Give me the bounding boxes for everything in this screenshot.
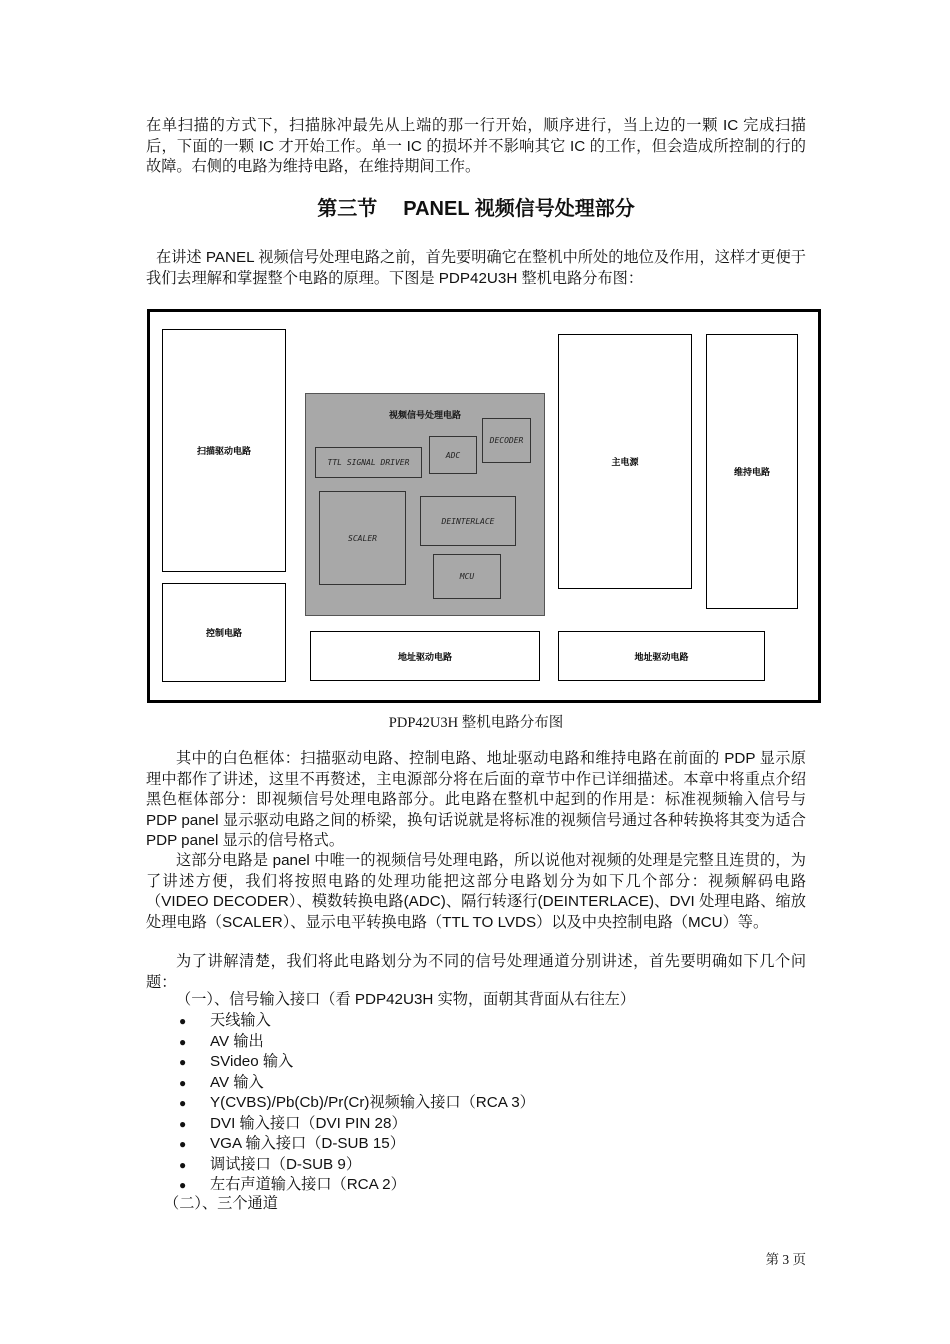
bullet-icon: ●: [179, 1055, 187, 1069]
list-item: ● AV 输出: [146, 1032, 806, 1053]
paragraph-before-figure: 在讲述 PANEL 视频信号处理电路之前，首先要明确它在整机中所处的地位及作用，这样才更便于我们去理解和掌握整个电路的原理。下图是 PDP42U3H 整机电路分布图：: [146, 249, 806, 287]
list-item: ● 调试接口（D-SUB 9）: [146, 1155, 806, 1176]
scaler-block: SCALER: [319, 491, 406, 585]
bullet-icon: ●: [179, 1034, 187, 1049]
bullet-icon: ●: [179, 1075, 187, 1090]
bullet-icon: ●: [179, 1178, 187, 1192]
bullet-icon: ●: [179, 1096, 187, 1110]
page-number: 第 3 页: [765, 1252, 806, 1267]
list-item: ● AV 输入: [146, 1073, 806, 1094]
address-driver-right-block: 地址驱动电路: [558, 631, 765, 681]
adc-block: ADC: [429, 436, 477, 474]
bullet-icon: ●: [179, 1014, 187, 1028]
video-processing-title: 视频信号处理电路: [388, 410, 461, 420]
section-title: PANEL 视频信号处理部分: [403, 198, 635, 220]
ttl-driver-block: TTL SIGNAL DRIVER: [315, 447, 422, 478]
paragraph-2: 这部分电路是 panel 中唯一的视频信号处理电路，所以说他对视频的处理是完整且连贯的，为了讲述方便，我们将按照电路的处理功能把这部分电路划分为如下几个部分：视频解码电路（VIDEO DECODER）、模数转换电路(ADC)、隔行转逐行(DEINTERLACE)、DVI 处理电路、缩放处理电路（SCALER）、显示电平转换电路（TTL TO LVDS）以及中央控制电路（MCU）等。: [146, 852, 806, 931]
deinterlace-block: DEINTERLACE: [420, 496, 516, 546]
list-item: ● VGA 输入接口（D-SUB 15）: [146, 1134, 806, 1155]
sustain-block: 维持电路: [706, 334, 798, 609]
list-item: ● Y(CVBS)/Pb(Cb)/Pr(Cr)视频输入接口（RCA 3）: [146, 1093, 806, 1114]
control-block: 控制电路: [162, 583, 286, 682]
list-item: ● SVideo 输入: [146, 1052, 806, 1073]
scan-driver-block: 扫描驱动电路: [162, 329, 286, 572]
mcu-block: MCU: [433, 554, 501, 599]
figure-caption: PDP42U3H 整机电路分布图: [388, 715, 564, 731]
paragraph-1: 其中的白色框体：扫描驱动电路、控制电路、地址驱动电路和维持电路在前面的 PDP 显示原理中都作了讲述，这里不再赘述，主电源部分将在后面的章节中作已详细描述。本章中将重点介绍黑色框体部分：即视频信号处理电路部分。此电路在整机中起到的作用是：标准视频输入信号与 PDP panel 显示驱动电路之间的桥梁，换句话说就是将标准的视频信号通过各种转换将其变为适合 PDP panel 显示的信号格式。: [146, 750, 806, 850]
intro-paragraph: 在单扫描的方式下，扫描脉冲最先从上端的那一行开始，顺序进行，当上边的一颗 IC 完成扫描后，下面的一颗 IC 才开始工作。单一 IC 的损坏并不影响其它 IC 的工作，但会造成所控制的行的故障。右侧的电路为维持电路，在维持期间工作。: [146, 117, 806, 176]
bullet-icon: ●: [179, 1137, 187, 1151]
list-item: ● 天线输入: [146, 1011, 806, 1032]
video-processing-block: [305, 393, 545, 616]
main-power-block: 主电源: [558, 334, 692, 589]
bullet-icon: ●: [179, 1116, 187, 1131]
input-interface-list: [146, 1011, 806, 1196]
paragraph-3: 为了讲解清楚，我们将此电路划分为不同的信号处理通道分别讲述，首先要明确如下几个问题：: [146, 953, 806, 991]
circuit-distribution-diagram: [147, 309, 821, 703]
bullet-icon: ●: [179, 1157, 187, 1172]
section-heading: [146, 196, 806, 222]
list-item: ● 左右声道输入接口（RCA 2）: [146, 1175, 806, 1196]
decoder-block: DECODER: [482, 418, 531, 463]
address-driver-left-block: 地址驱动电路: [310, 631, 540, 681]
subsection-1: （一）、信号输入接口（看 PDP42U3H 实物，面朝其背面从右往左）: [176, 991, 636, 1008]
section-number: 第三节: [317, 198, 378, 220]
subsection-2: （二）、三个通道: [164, 1195, 278, 1212]
list-item: ● DVI 输入接口（DVI PIN 28）: [146, 1114, 806, 1135]
